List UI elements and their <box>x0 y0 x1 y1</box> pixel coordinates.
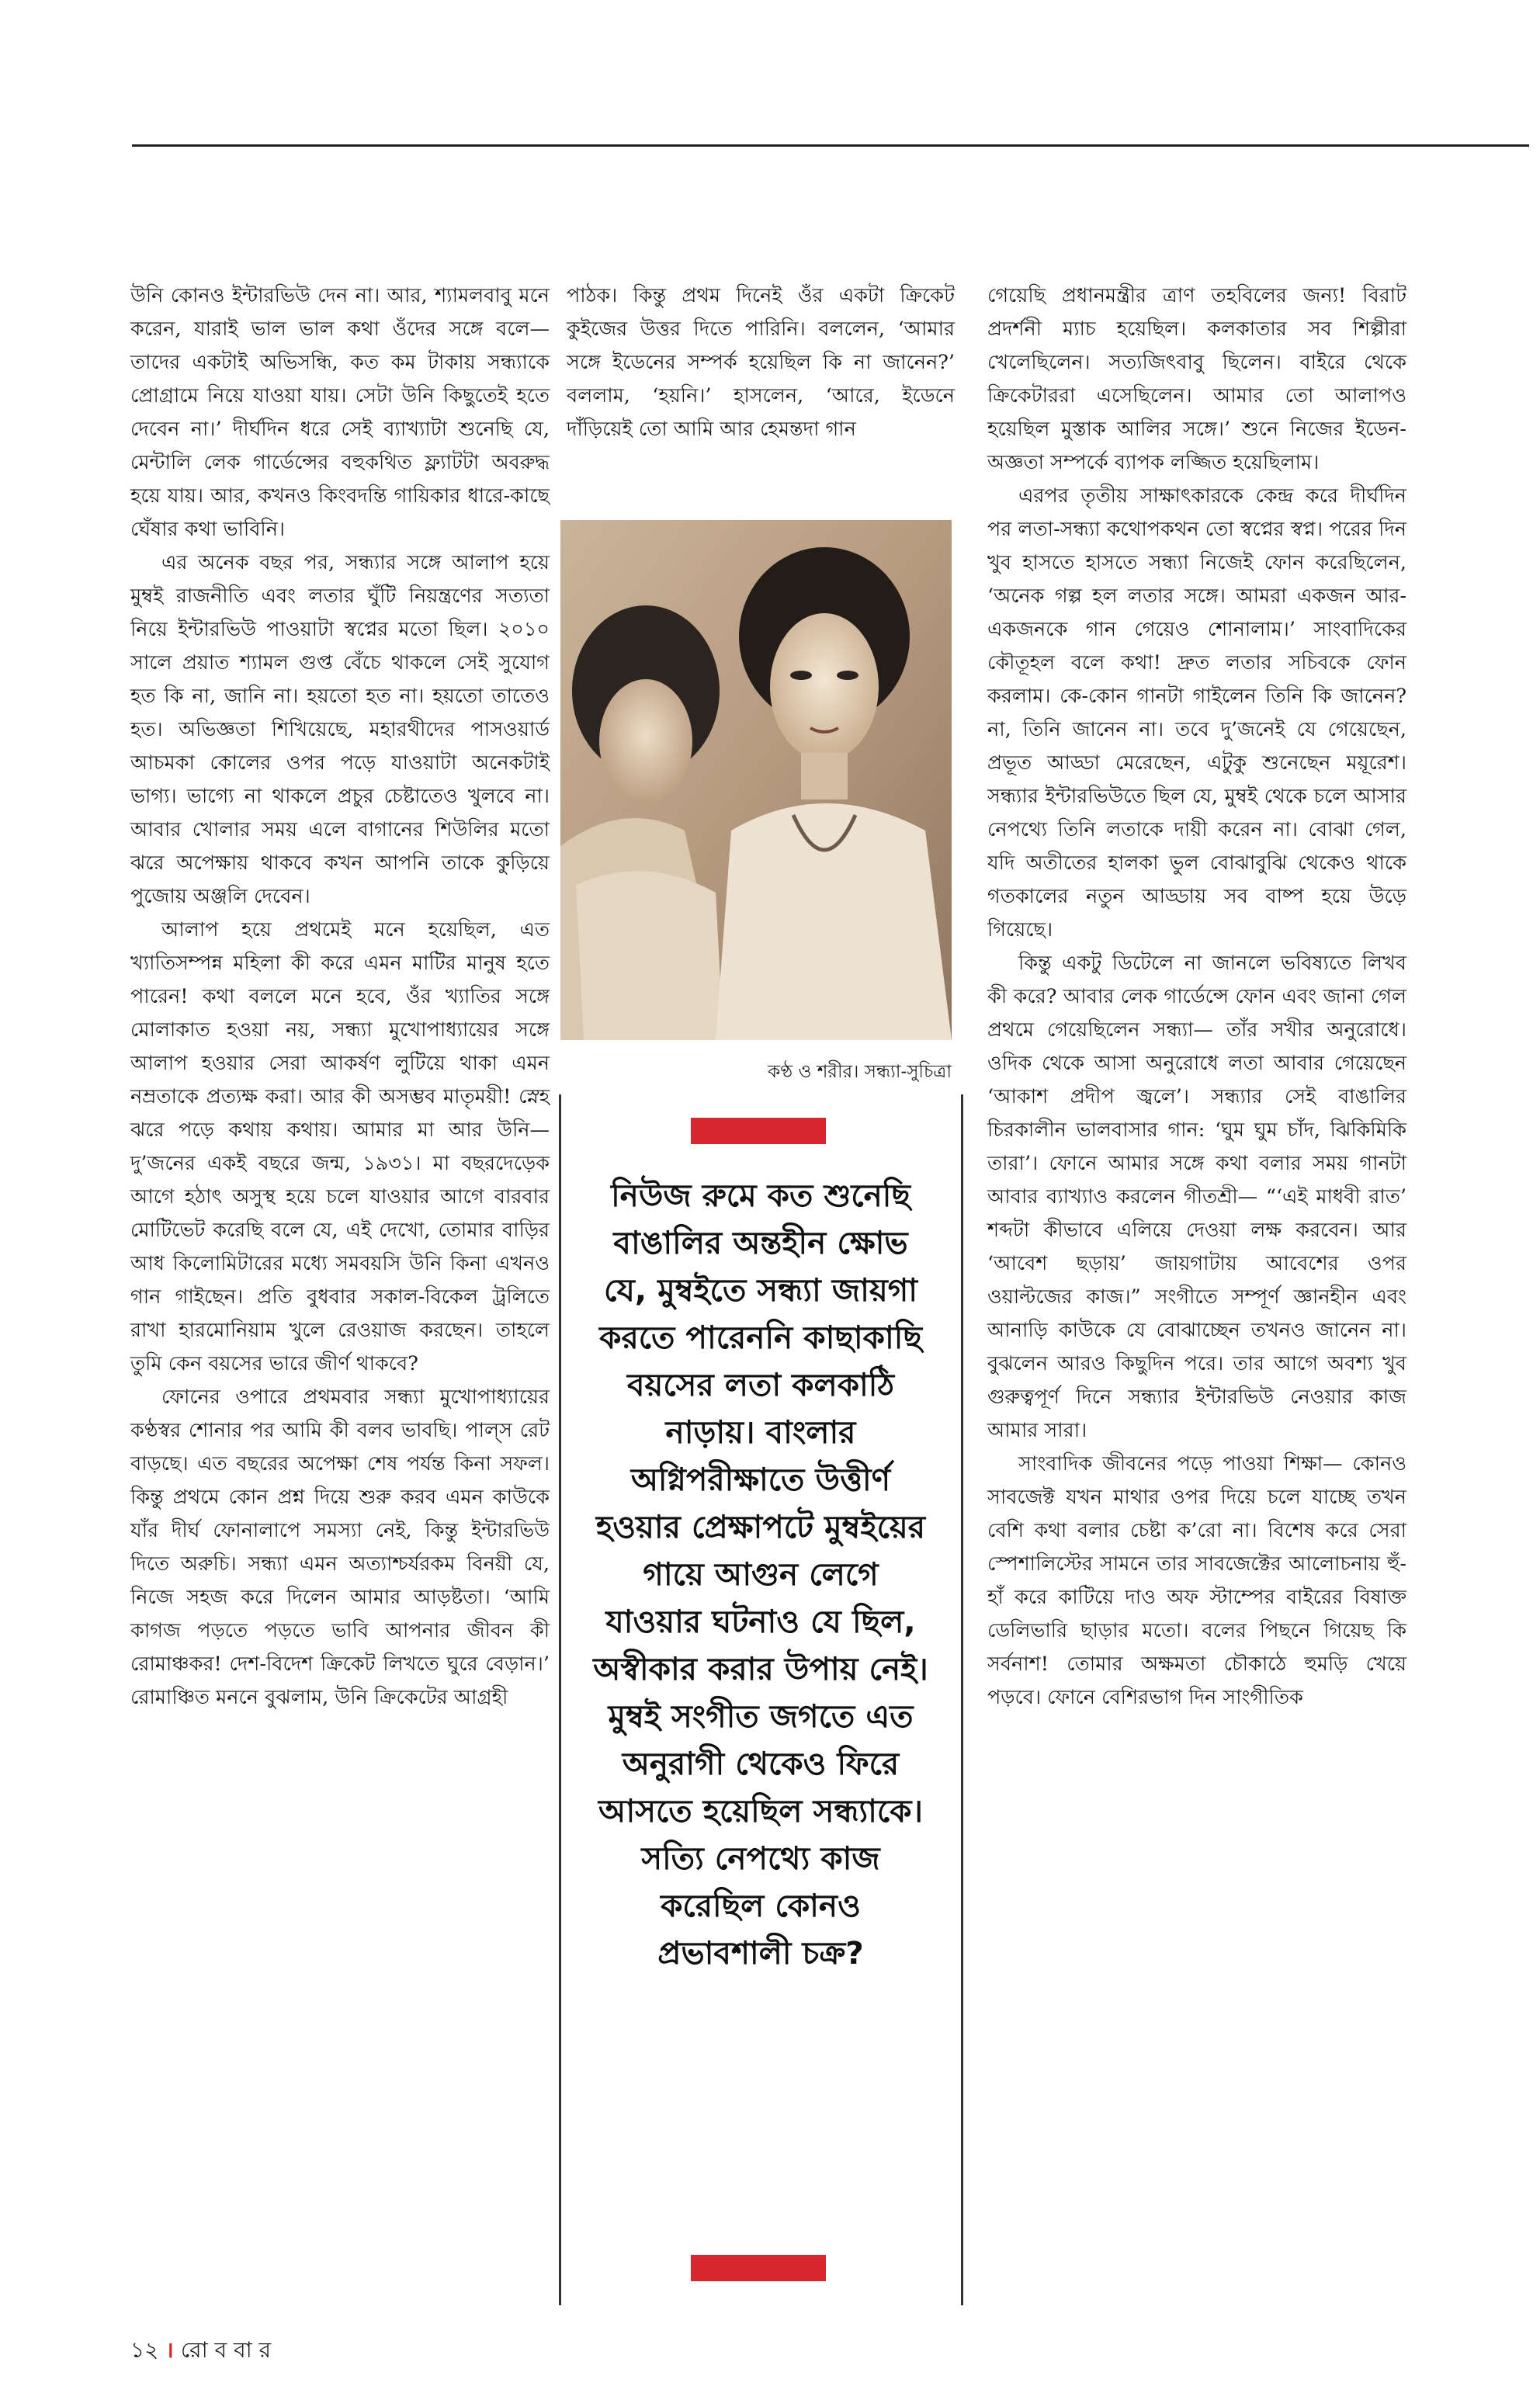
paragraph: উনি কোনও ইন্টারভিউ দেন না। আর, শ্যামলবাবু মনে করেন, যারাই ভাল ভাল কথা ওঁদের সঙ্গে বলে— তাদের একটাই অভিসন্ধি, কত কম টাকায় সন্ধ্যাকে প্রোগ্রামে নিয়ে যাওয়া যায়। সেটা উনি কিছুতেই হতে দেবেন না।’ দীর্ঘদিন ধরে সেই ব্যাখ্যাটা শুনেছি যে, মেন্টালি লেক গার্ডেন্সের বহুকথিত ফ্ল্যাটটা অবরুদ্ধ হয়ে যায়। আর, কখনও কিংবদন্তি গায়িকার ধারে-কাছে ঘেঁষার কথা ভাবিনি। <box>130 284 550 541</box>
pull-quote: নিউজ রুমে কত শুনেছি বাঙালির অন্তহীন ক্ষোভ যে, মুম্বইতে সন্ধ্যা জায়গা করতে পারেননি কাছাকাছি বয়সের লতা কলকাঠি নাড়ায়। বাংলার অগ্নিপরীক্ষাতে উত্তীর্ণ হওয়ার প্রেক্ষাপটে মুম্বইয়ের গায়ে আগুন লেগে যাওয়ার ঘটনাও যে ছিল, অস্বীকার করার উপায় নেই। মুম্বই সংগীত জগতে এত অনুরাগী থেকেও ফিরে আসতে হয়েছিল সন্ধ্যাকে। সত্যি নেপথ্যে কাজ করেছিল কোনও প্রভাবশালী চক্র? <box>593 1177 928 1972</box>
photo-caption: কণ্ঠ ও শরীর। সন্ধ্যা-সুচিত্রা <box>768 1062 952 1082</box>
article-column-2 <box>567 279 955 446</box>
paragraph: গেয়েছি প্রধানমন্ত্রীর ত্রাণ তহবিলের জন্য! বিরাট প্রদর্শনী ম্যাচ হয়েছিল। কলকাতার সব শিল্পীরা খেলেছিলেন। সত্যজিৎবাবু ছিলেন। বাইরে থেকে ক্রিকেটাররা এসেছিলেন। আমার তো আলাপও হয়েছিল মুস্তাক আলির সঙ্গে।’ শুনে নিজের ইডেন-অজ্ঞতা সম্পর্কে ব্যাপক লজ্জিত হয়েছিলাম। <box>987 284 1406 474</box>
article-column-3 <box>987 279 1406 1715</box>
top-rule <box>132 144 1529 147</box>
quote-accent-bar-top <box>691 1118 826 1144</box>
paragraph: সাংবাদিক জীবনের পড়ে পাওয়া শিক্ষা— কোনও সাবজেক্ট যখন মাথার ওপর দিয়ে চলে যাচ্ছে তখন বেশি কথা বলার চেষ্টা ক’রো না। বিশেষ করে সেরা স্পেশালিস্টের সামনে তার সাবজেক্টের আলোচনায় হুঁ-হাঁ করে কাটিয়ে দাও অফ স্টাম্পের বাইরের বিষাক্ত ডেলিভারি ছাড়ার মতো। বলের পিছনে গিয়েছ কি সর্বনাশ! তোমার অক্ষমতা চৌকাঠে হুমড়ি খেয়ে পড়বে। ফোনে বেশিরভাগ দিন সাংগীতিক <box>987 1452 1406 1709</box>
magazine-name: রো ব বা র <box>180 2337 272 2363</box>
column-divider <box>559 1094 561 2305</box>
paragraph: আলাপ হয়ে প্রথমেই মনে হয়েছিল, এত খ্যাতিসম্পন্ন মহিলা কী করে এমন মাটির মানুষ হতে পারেন! কথা বললে মনে হবে, ওঁর খ্যাতির সঙ্গে মোলাকাত হওয়া নয়, সন্ধ্যা মুখোপাধ্যায়ের সঙ্গে আলাপ হওয়ার সেরা আকর্ষণ লুটিয়ে থাকা এমন নম্রতাকে প্রত্যক্ষ করা। আর কী অসম্ভব মাতৃময়ী! স্নেহ ঝরে পড়ে কথায় কথায়। আমার মা আর উনি— দু’জনের একই বছরে জন্ম, ১৯৩১। মা বছরদেড়েক আগে হঠাৎ অসুস্থ হয়ে চলে যাওয়ার আগে বারবার মোটিভেট করেছি বলে যে, এই দেখো, তোমার বাড়ির আধ কিলোমিটারের মধ্যে সমবয়সি উনি কিনা এখনও গান গাইছেন। প্রতি বুধবার সকাল-বিকেল ট্রলিতে রাখা হারমোনিয়াম খুলে রেওয়াজ করছেন। তাহলে তুমি কেন বয়সের ভারে জীর্ণ থাকবে? <box>130 918 550 1375</box>
article-column-1 <box>130 279 550 1715</box>
page-number: ১২ <box>130 2337 159 2363</box>
paragraph: পাঠক। কিন্তু প্রথম দিনেই ওঁর একটা ক্রিকেট কুইজের উত্তর দিতে পারিনি। বললেন, ‘আমার সঙ্গে ইডেনের সম্পর্ক হয়েছিল কি না জানেন?’ বললাম, ‘হয়নি।’ হাসলেন, ‘আরে, ইডেনে দাঁড়িয়েই তো আমি আর হেমন্তদা গান <box>567 284 955 441</box>
page-footer <box>130 2333 271 2370</box>
quote-accent-bar-bottom <box>691 2255 826 2281</box>
paragraph: এরপর তৃতীয় সাক্ষাৎকারকে কেন্দ্র করে দীর্ঘদিন পর লতা-সন্ধ্যা কথোপকথন তো স্বপ্নের স্বপ্ন। পরের দিন খুব হাসতে হাসতে সন্ধ্যা নিজেই ফোন করেছিলেন, ‘অনেক গল্প হল লতার সঙ্গে। আমরা একজন আর-একজনকে গান গেয়েও শোনালাম।’ সাংবাদিকের কৌতূহল বলে কথা! দ্রুত লতার সচিবকে ফোন করলাম। কে-কোন গানটা গাইলেন তিনি কি জানেন? না, তিনি জানেন না। তবে দু’জনেই যে গেয়েছেন, প্রভূত আড্ডা মেরেছেন, এটুকু শুনেছেন ময়ূরেশ। সন্ধ্যার ইন্টারভিউতে ছিল যে, মুম্বই থেকে চলে আসার নেপথ্যে তিনি লতাকে দায়ী করেন না। বোঝা গেল, যদি অতীতের হালকা ভুল বোঝাবুঝি থেকেও থাকে গতকালের নতুন আড্ডায় সব বাষ্প হয়ে উড়ে গিয়েছে। <box>987 484 1406 942</box>
paragraph: ফোনের ওপারে প্রথমবার সন্ধ্যা মুখোপাধ্যায়ের কণ্ঠস্বর শোনার পর আমি কী বলব ভাবছি। পাল্স রেট বাড়ছে। এত বছরের অপেক্ষা শেষ পর্যন্ত কিনা সফল। কিন্তু প্রথমে কোন প্রশ্ন দিয়ে শুরু করব এমন কাউকে যাঁর দীর্ঘ ফোনালাপে সমস্যা নেই, কিন্তু ইন্টারভিউ দিতে অরুচি। সন্ধ্যা এমন অত্যাশ্চর্যরকম বিনয়ী যে, নিজে সহজ করে দিলেন আমার আড়ষ্টতা। ‘আমি কাগজ পড়তে পড়তে ভাবি আপনার জীবন কী রোমাঞ্চকর! দেশ-বিদেশ ক্রিকেট লিখতে ঘুরে বেড়ান।’ রোমাঞ্চিত মননে বুঝলাম, উনি ক্রিকেটের আগ্রহী <box>130 1386 550 1709</box>
portrait-photo <box>560 520 952 1040</box>
photo-illustration <box>560 520 952 1040</box>
column-divider <box>961 1094 963 2305</box>
paragraph: কিন্তু একটু ডিটেলে না জানলে ভবিষ্যতে লিখব কী করে? আবার লেক গার্ডেন্সে ফোন এবং জানা গেল প্রথমে গেয়েছিলেন সন্ধ্যা— তাঁর সখীর অনুরোধে। ওদিক থেকে আসা অনুরোধে লতা আবার গেয়েছেন ‘আকাশ প্রদীপ জ্বলে’। সন্ধ্যার সেই বাঙালির চিরকালীন ভালবাসার গান: ‘ঘুম ঘুম চাঁদ, ঝিকিমিকি তারা’। ফোনে আমার সঙ্গে কথা বলার সময় গানটা আবার ব্যাখ্যাও করলেন গীতশ্রী— “‘এই মাধবী রাত’ শব্দটা কীভাবে এলিয়ে দেওয়া লক্ষ করবেন। আর ‘আবেশ ছড়ায়’ জায়গাটায় আবেশের ওপর ওয়াল্টজের কাজ।” সংগীতে সম্পূর্ণ জ্ঞানহীন এবং আনাড়ি কাউকে যে বোঝাচ্ছেন তখনও জানেন না। বুঝলেন আরও কিছুদিন পরে। তার আগে অবশ্য খুব গুরুত্বপূর্ণ দিনে সন্ধ্যার ইন্টারভিউ নেওয়ার কাজ আমার সারা। <box>987 952 1406 1442</box>
footer-separator: । <box>165 2337 174 2363</box>
paragraph: এর অনেক বছর পর, সন্ধ্যার সঙ্গে আলাপ হয়ে মুম্বই রাজনীতি এবং লতার ঘুঁটি নিয়ন্ত্রণের সত্যতা নিয়ে ইন্টারভিউ পাওয়াটা স্বপ্নের মতো ছিল। ২০১০ সালে প্রয়াত শ্যামল গুপ্ত বেঁচে থাকলে সেই সুযোগ হত কি না, জানি না। হয়তো হত না। হয়তো তাতেও হত। অভিজ্ঞতা শিখিয়েছে, মহারথীদের পাসওয়ার্ড আচমকা কোলের ওপর পড়ে যাওয়াটা অনেকটাই ভাগ্য। ভাগ্যে না থাকলে প্রচুর চেষ্টাতেও খুলবে না। আবার খোলার সময় এলে বাগানের শিউলির মতো ঝরে অপেক্ষায় থাকবে কখন আপনি তাকে কুড়িয়ে পুজোয় অঞ্জলি দেবেন। <box>130 551 550 908</box>
